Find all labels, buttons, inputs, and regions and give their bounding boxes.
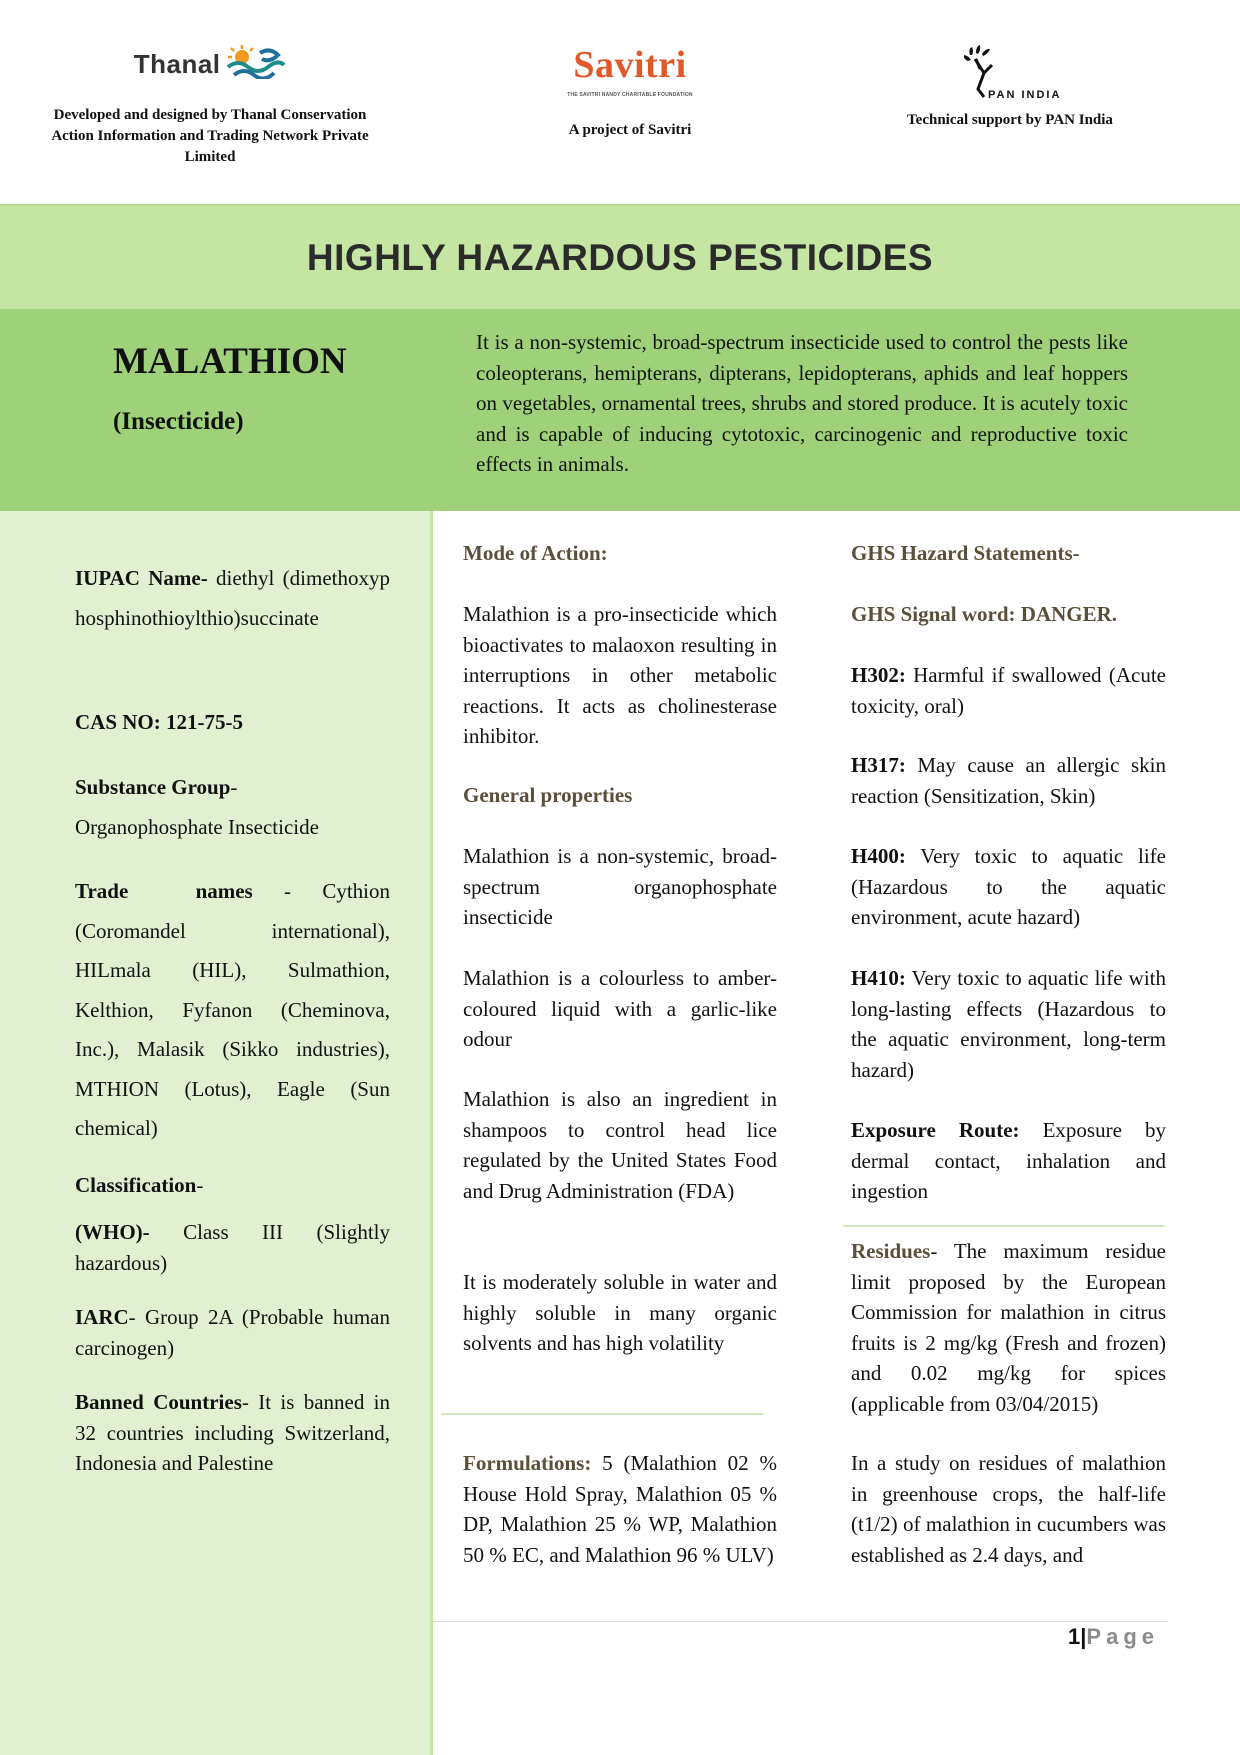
page-number-value: 1 (1068, 1624, 1081, 1649)
h302-code: H302: (851, 663, 906, 687)
classification-label: Classification (75, 1173, 197, 1197)
savitri-logo-tagline: THE SAVITRI NANDY CHARITABLE FOUNDATION (567, 92, 693, 98)
formulations-label: Formulations: (463, 1451, 592, 1475)
h317-text: May cause an allergic skin reaction (Sensitization, Skin) (851, 753, 1166, 808)
cas-number: CAS NO: 121-75-5 (75, 710, 243, 734)
pan-caption: Technical support by PAN India (907, 112, 1113, 128)
footer-divider (433, 1621, 1168, 1622)
h400-code: H400: (851, 844, 906, 868)
iupac-name (75, 559, 390, 638)
h317-code: H317: (851, 753, 906, 777)
savitri-logo-text: Savitri (573, 44, 687, 86)
exposure-text: Exposure by dermal contact, inhalation and ingestion (851, 1118, 1166, 1203)
thanal-logo-text: Thanal (133, 49, 221, 79)
page-separator: | (1080, 1624, 1087, 1649)
who-value: Class III (Slightly hazardous) (75, 1220, 390, 1275)
thanal-logo (25, 45, 395, 85)
general-properties-heading: General properties (463, 783, 633, 807)
thanal-logo-block (25, 45, 395, 168)
trade-names-label: Trade names (75, 879, 253, 903)
page-title: HIGHLY HAZARDOUS PESTICIDES (306, 237, 934, 278)
general-property-2: Malathion is a colourless to amber-coloured liquid with a garlic-like odour (463, 966, 777, 1051)
chemical-type: (Insecticide) (113, 408, 244, 435)
page-label: Page (1086, 1624, 1159, 1649)
thanal-caption: Developed and designed by Thanal Conservation Action Information and Trading Network Private Limited (51, 107, 369, 165)
middle-divider (441, 1413, 763, 1415)
banned-label: Banned Countries (75, 1390, 242, 1414)
formulations-value: 5 (Malathion 02 % House Hold Spray, Malathion 05 % DP, Malathion 25 % WP, Malathion 50 % EC, and Malathion 96 % ULV) (463, 1451, 777, 1567)
mode-of-action-text-1: Malathion is a pro-insecticide which bioactivates to malaoxon resulting in interruptions in other metabolic reactions (463, 602, 777, 718)
pan-logo (880, 45, 1140, 100)
iarc-label: IARC (75, 1305, 129, 1329)
classification-dash: - (196, 1173, 204, 1197)
h400-text: Very toxic to aquatic life (Hazardous to the aquatic environment, acute hazard) (851, 844, 1166, 929)
banned-value: - It is banned in 32 countries including Switzerland, Indonesia and Palestine (75, 1390, 391, 1475)
substance-group-dash: - (230, 775, 238, 799)
trade-names (75, 872, 390, 1149)
general-property-3: Malathion is also an ingredient in shampoos to control head lice regulated by the United States Food and Drug Administration (FDA) (463, 1087, 777, 1203)
iupac-value: diethyl (dimethoxyphosphinothioylthio)succinate (75, 566, 390, 630)
iupac-label: IUPAC Name- (75, 566, 208, 590)
general-property-1: Malathion is a non-systemic, broad-spectrum organophosphate insecticide (463, 844, 777, 929)
substance-group (75, 768, 390, 847)
thanal-wave-icon (224, 45, 286, 79)
who-label: (WHO)- (75, 1220, 150, 1244)
substance-group-value: Organophosphate Insecticide (75, 814, 319, 839)
residues-label: Residues (851, 1239, 931, 1263)
savitri-logo-block (520, 45, 740, 141)
iarc-value: - Group 2A (Probable human carcinogen) (75, 1305, 390, 1360)
chemical-description: It is a non-systemic, broad-spectrum insecticide used to control the pests like coleopterans, hemipterans, dipterans, lepidopterans, aphids and leaf hoppers on vegetables, ornamental trees, shrubs and stored produce. It is acutely toxic and is capable of inducing cytotoxic, carcinogenic and reproductive toxic effects in animals. (476, 330, 1128, 476)
hazard-h410 (851, 963, 1166, 1085)
mode-of-action-text-2: . It acts as cholinesterase inhibitor. (463, 693, 777, 748)
title-band (0, 204, 1240, 310)
chemical-name: MALATHION (113, 341, 347, 382)
pan-logo-text: PAN INDIA (988, 89, 1062, 101)
exposure-label: Exposure Route: (851, 1118, 1020, 1142)
residues (851, 1236, 1166, 1419)
exposure-route (851, 1115, 1166, 1207)
page-number (1068, 1624, 1159, 1650)
formulations (463, 1448, 777, 1570)
residues-text: - The maximum residue limit proposed by the European Commission for malathion in citrus fruits is 2 mg/kg (Fresh and frozen) and 0.02 mg/kg for spices (applicable from 03/04/2015) (851, 1239, 1166, 1416)
ghs-signal-word: GHS Signal word: DANGER. (851, 602, 1118, 626)
h410-code: H410: (851, 966, 906, 990)
iarc-classification (75, 1302, 390, 1363)
mode-of-action-text (463, 599, 777, 752)
h410-text: Very toxic to aquatic life with long-lasting effects (Hazardous to the aquatic environment, long-term hazard) (851, 966, 1166, 1082)
general-property-4: It is moderately soluble in water and highly soluble in many organic solvents and has high volatility (463, 1270, 777, 1355)
hazard-h317 (851, 750, 1166, 811)
banned-countries (75, 1387, 390, 1479)
residue-study: In a study on residues of malathion in greenhouse crops, the half-life (t1/2) of malathion in cucumbers was established as 2.4 days, and (851, 1451, 1166, 1567)
substance-group-label: Substance Group (75, 775, 231, 799)
classification-heading (75, 1166, 390, 1206)
pan-logo-block (880, 45, 1140, 131)
mode-of-action-heading: Mode of Action: (463, 541, 608, 565)
right-divider (843, 1225, 1165, 1227)
savitri-caption: A project of Savitri (568, 122, 692, 138)
ghs-heading: GHS Hazard Statements- (851, 541, 1080, 565)
trade-names-value: - Cythion (Coromandel international), HILmala (HIL), Sulmathion, Kelthion, Fyfanon (Cheminova, Inc.), Malasik (Sikko industries), MTHION (Lotus), Eagle (Sun chemical) (75, 879, 390, 1140)
who-classification (75, 1217, 390, 1278)
h302-text: Harmful if swallowed (Acute toxicity, oral) (851, 663, 1166, 718)
hazard-h400 (851, 841, 1166, 933)
hazard-h302 (851, 660, 1166, 721)
